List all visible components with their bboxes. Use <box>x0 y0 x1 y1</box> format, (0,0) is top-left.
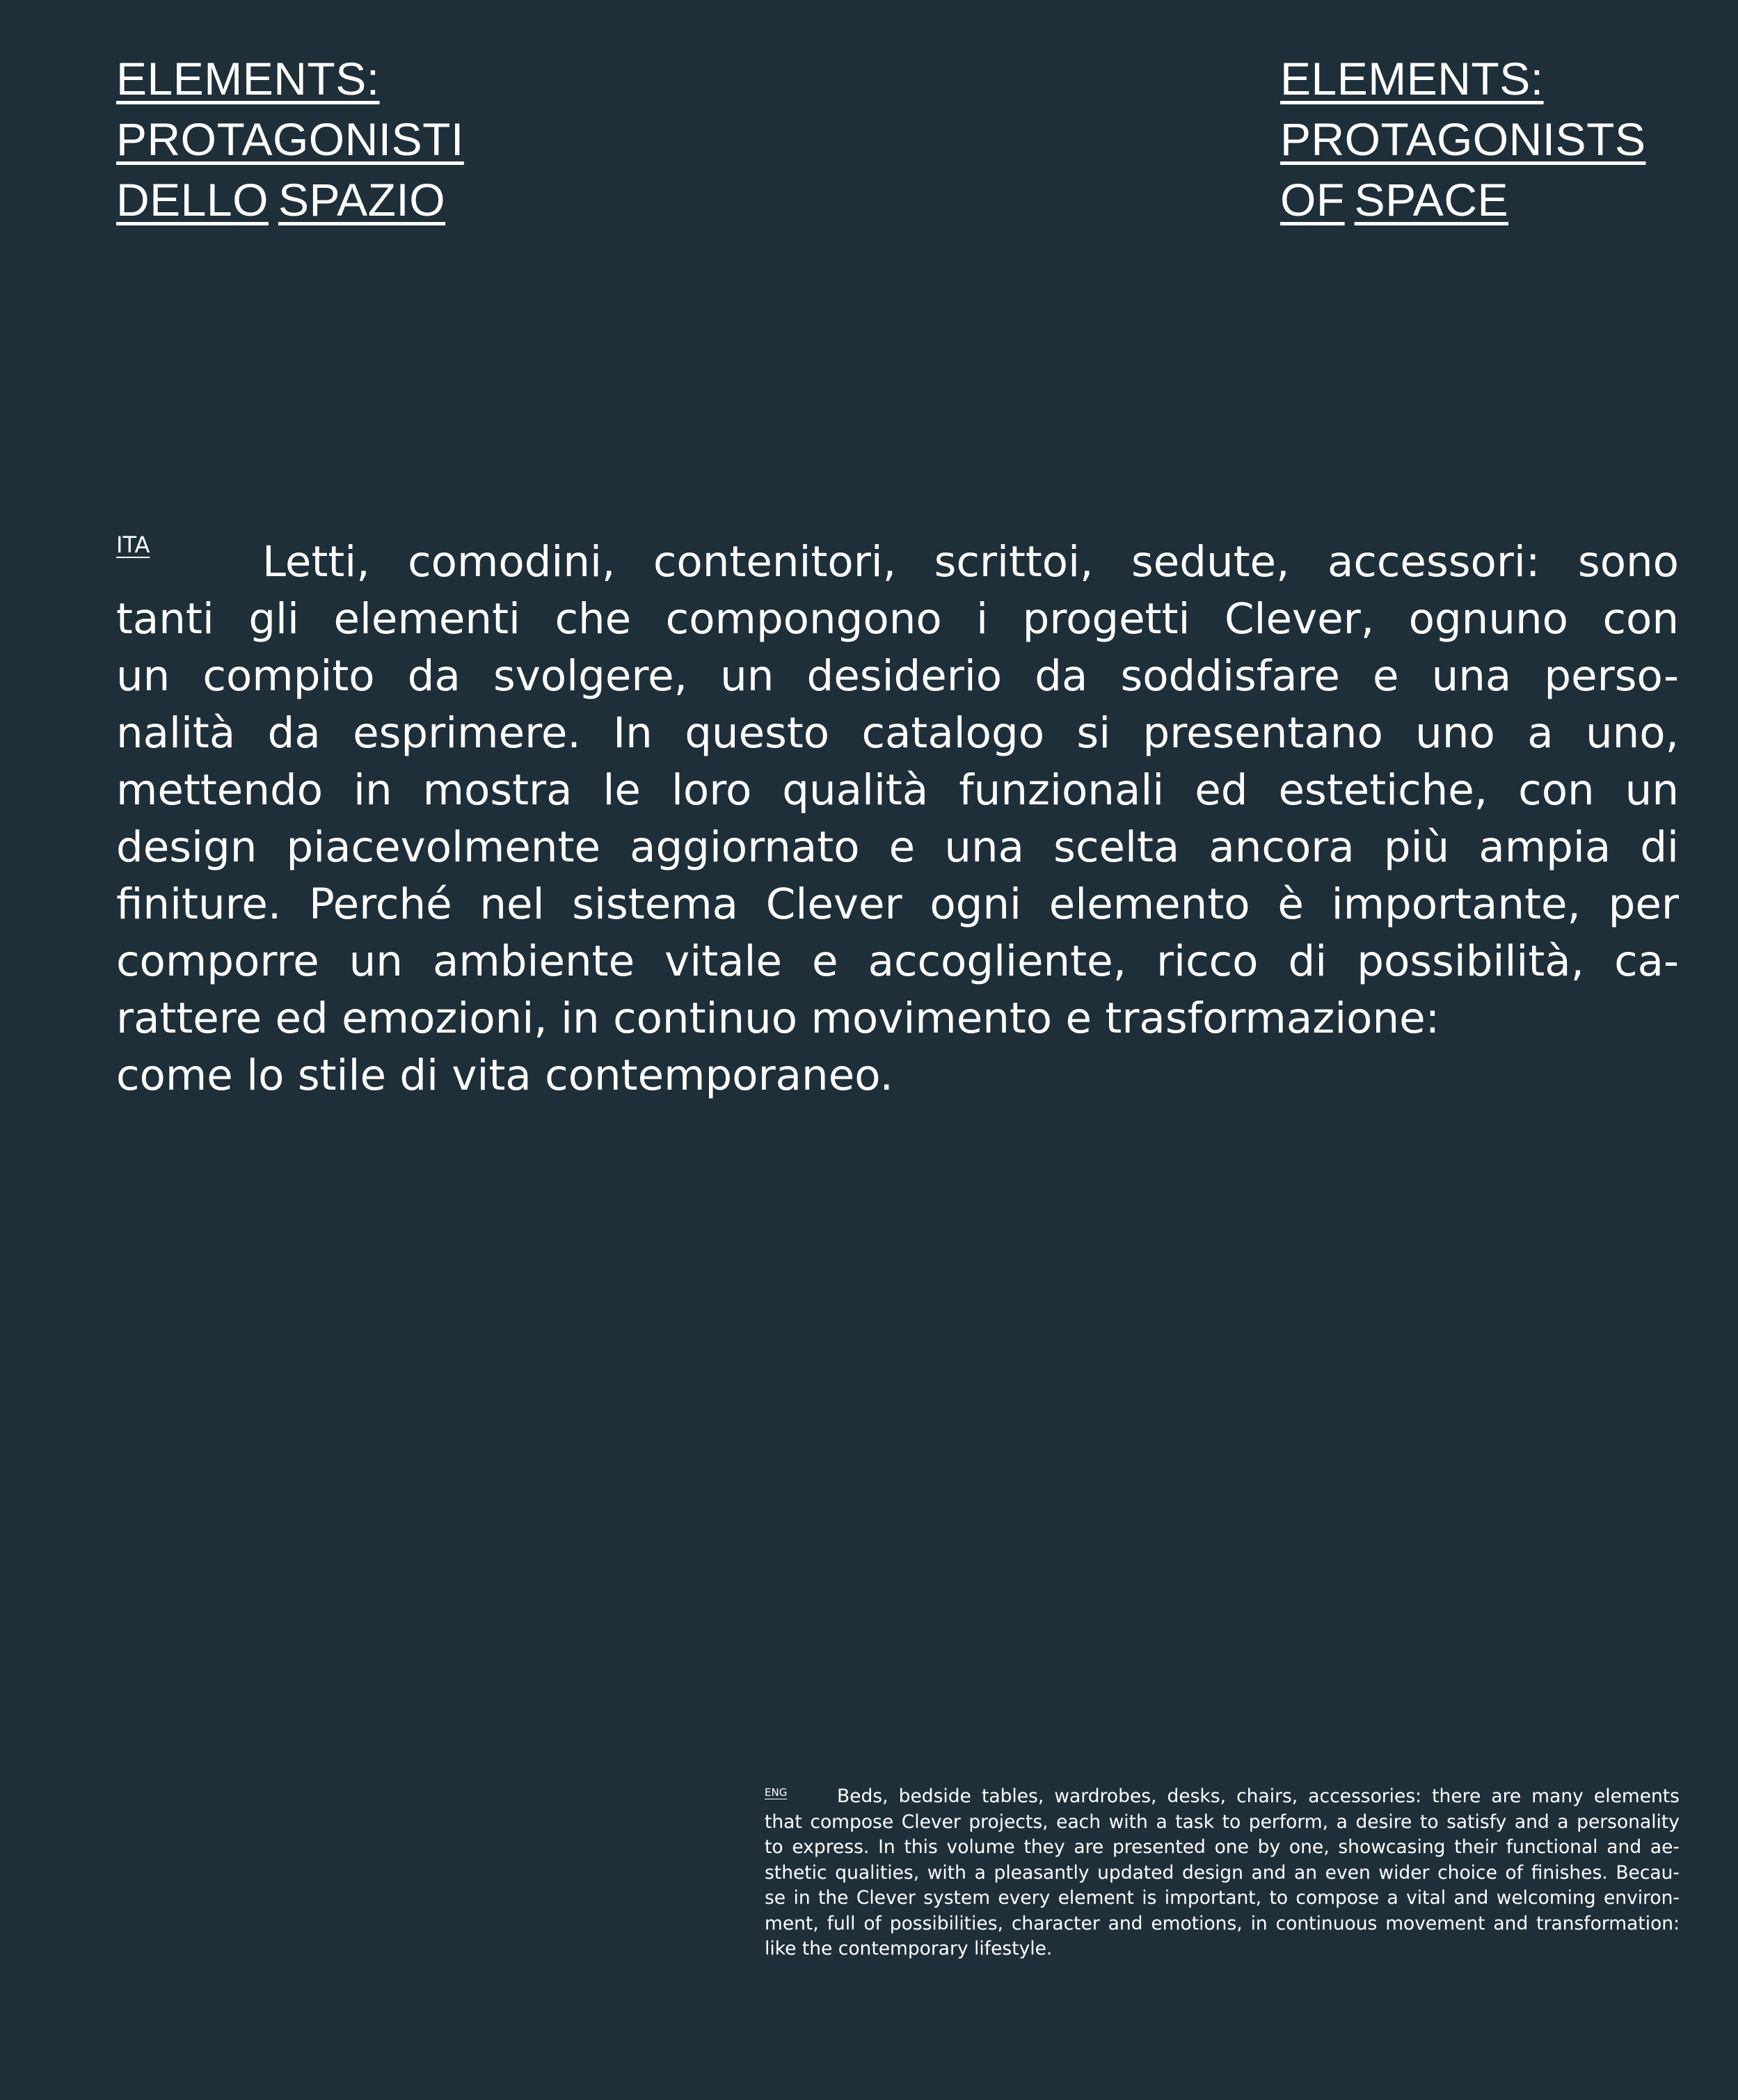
title-line <box>116 49 474 109</box>
title-english <box>1280 49 1656 230</box>
title-word: ELEMENTS: <box>116 53 380 104</box>
title-word: PROTAGONISTI <box>116 113 464 165</box>
title-line <box>1280 49 1656 109</box>
paragraph-line: finiture. Perché nel sistema Clever ogni elemento è importante, per <box>116 880 1679 929</box>
paragraph-line: design piacevolmente aggiornato e una scelta ancora più ampia di <box>116 822 1679 872</box>
paragraph-line: comporre un ambiente vitale e accogliente, ricco di possibilità, ca- <box>116 937 1679 986</box>
title-word: OF <box>1280 174 1345 225</box>
paragraph-line: se in the Clever system every element is important, to compose a vital and welcoming environ- <box>765 1887 1680 1909</box>
paragraph-line: mettendo in mostra le loro qualità funzionali ed estetiche, con un <box>116 765 1679 815</box>
title-line <box>116 170 474 230</box>
paragraph-line: come lo stile di vita contemporaneo. <box>116 1051 893 1100</box>
title-word: ELEMENTS: <box>1280 53 1544 104</box>
title-line <box>1280 109 1656 170</box>
paragraph-line: rattere ed emozioni, in continuo movimento e trasformazione: <box>116 994 1440 1043</box>
title-line <box>116 109 474 170</box>
paragraph-line: to express. In this volume they are presented one by one, showcasing their functional and ae- <box>765 1836 1680 1858</box>
paragraph-line <box>116 516 1679 591</box>
paragraph-line: like the contemporary lifestyle. <box>765 1938 1053 1959</box>
title-line <box>1280 170 1656 230</box>
line-text: Letti, comodini, contenitori, scrittoi, sedute, accessori: sono <box>262 537 1679 587</box>
title-word: SPAZIO <box>278 174 446 225</box>
language-tag-eng: ENG <box>765 1786 788 1799</box>
italian-paragraph <box>116 516 1679 1104</box>
title-word: DELLO <box>116 174 269 225</box>
language-tag-ita: ITA <box>116 532 150 558</box>
title-italian <box>116 49 474 230</box>
paragraph-line: un compito da svolgere, un desiderio da soddisfare e una perso- <box>116 651 1679 701</box>
english-paragraph <box>765 1780 1680 1962</box>
title-word: SPACE <box>1354 174 1509 225</box>
paragraph-line: nalità da esprimere. In questo catalogo si presentano uno a uno, <box>116 708 1679 758</box>
paragraph-line: tanti gli elementi che compongono i progetti Clever, ognuno con <box>116 594 1679 644</box>
line-text: Beds, bedside tables, wardrobes, desks, chairs, accessories: there are many elements <box>837 1785 1680 1807</box>
paragraph-line: ment, full of possibilities, character and emotions, in continuous movement and transformation: <box>765 1912 1680 1934</box>
paragraph-line: sthetic qualities, with a pleasantly updated design and an even wider choice of finishes. Becau- <box>765 1861 1680 1884</box>
paragraph-line <box>765 1780 1680 1810</box>
title-word: PROTAGONISTS <box>1280 113 1646 165</box>
paragraph-line: that compose Clever projects, each with a task to perform, a desire to satisfy and a personality <box>765 1811 1680 1833</box>
